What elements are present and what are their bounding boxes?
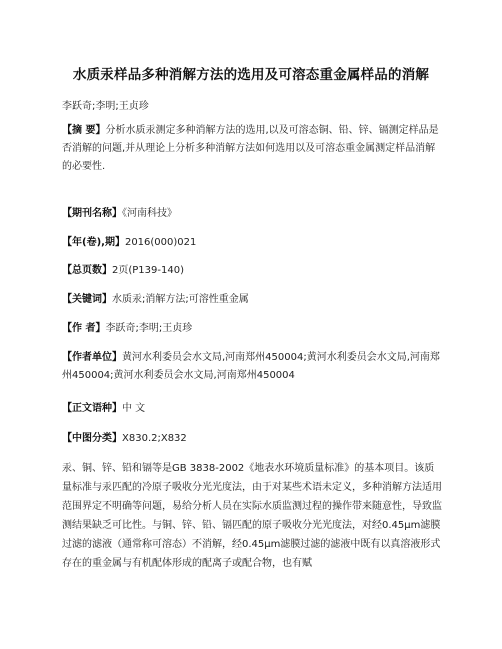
keywords-label: 【关键词】: [62, 294, 112, 305]
affiliation-value: 黄河水利委员会水文局,河南郑州450004;黄河水利委员会水文局,河南郑州450004;黄河水利委员会水文局,河南郑州450004: [62, 352, 440, 381]
author-value: 李跃奇;李明;王贞珍: [105, 323, 193, 334]
classification-label: 【中图分类】: [62, 433, 122, 444]
pages-label: 【总页数】: [62, 265, 112, 276]
author-label: 【作 者】: [62, 323, 106, 334]
abstract-text: 分析水质汞测定多种消解方法的选用,以及可溶态铜、铅、锌、镉测定样品是否消解的问题,并从理论上分析多种消解方法如何选用以及可溶态重金属测定样品消解的必要性.: [62, 125, 439, 172]
author-line: 李跃奇;李明;王贞珍: [62, 101, 149, 112]
language-value: 中 文: [122, 403, 146, 414]
year-volume-value: 2016(000)021: [124, 237, 197, 248]
body-text: [62, 459, 442, 573]
keywords-value: 水质汞;消解方法;可溶性重金属: [112, 294, 249, 305]
classification-value: X830.2;X832: [122, 433, 187, 444]
pages-value: 2页(P139-140): [112, 265, 184, 276]
year-volume-field: [62, 234, 442, 252]
document-title: 水质汞样品多种消解方法的选用及可溶态重金属样品的消解: [72, 67, 430, 83]
abstract-label: 【摘 要】: [62, 125, 106, 136]
journal-label: 【期刊名称】: [62, 208, 122, 219]
affiliation-field: [62, 349, 442, 385]
journal-value: 《河南科技》: [122, 208, 177, 219]
language-label: 【正文语种】: [62, 403, 122, 414]
affiliation-label: 【作者单位】: [62, 352, 122, 363]
language-field: [62, 400, 442, 418]
classification-field: [62, 430, 442, 448]
pages-field: [62, 262, 442, 280]
keywords-field: [62, 291, 442, 309]
year-volume-label: 【年(卷),期】: [62, 237, 125, 248]
abstract-field: [62, 122, 442, 176]
body-paragraph: 汞、铜、锌、铅和镉等是GB 3838-2002《地表水环境质量标准》的基本项目。该质量标准与汞匹配的冷原子吸收分光光度法，由于对某些术语未定义，多种消解方法适用范围界定不明确等问题，易给分析人员在实际水质监测过程的操作带来随意性，导致监测结果缺乏可比性。与铜、锌、铅、镉匹配的原子吸收分光光度法，对经0.45μm滤膜过滤的滤液（通常称可溶态）不消解，经0.45μm滤膜过滤的滤液中既有以真溶液形式存在的重金属与有机配体形成的配离子或配合物，也有赋: [62, 463, 442, 569]
author-field: [62, 320, 442, 338]
journal-field: [62, 205, 442, 223]
